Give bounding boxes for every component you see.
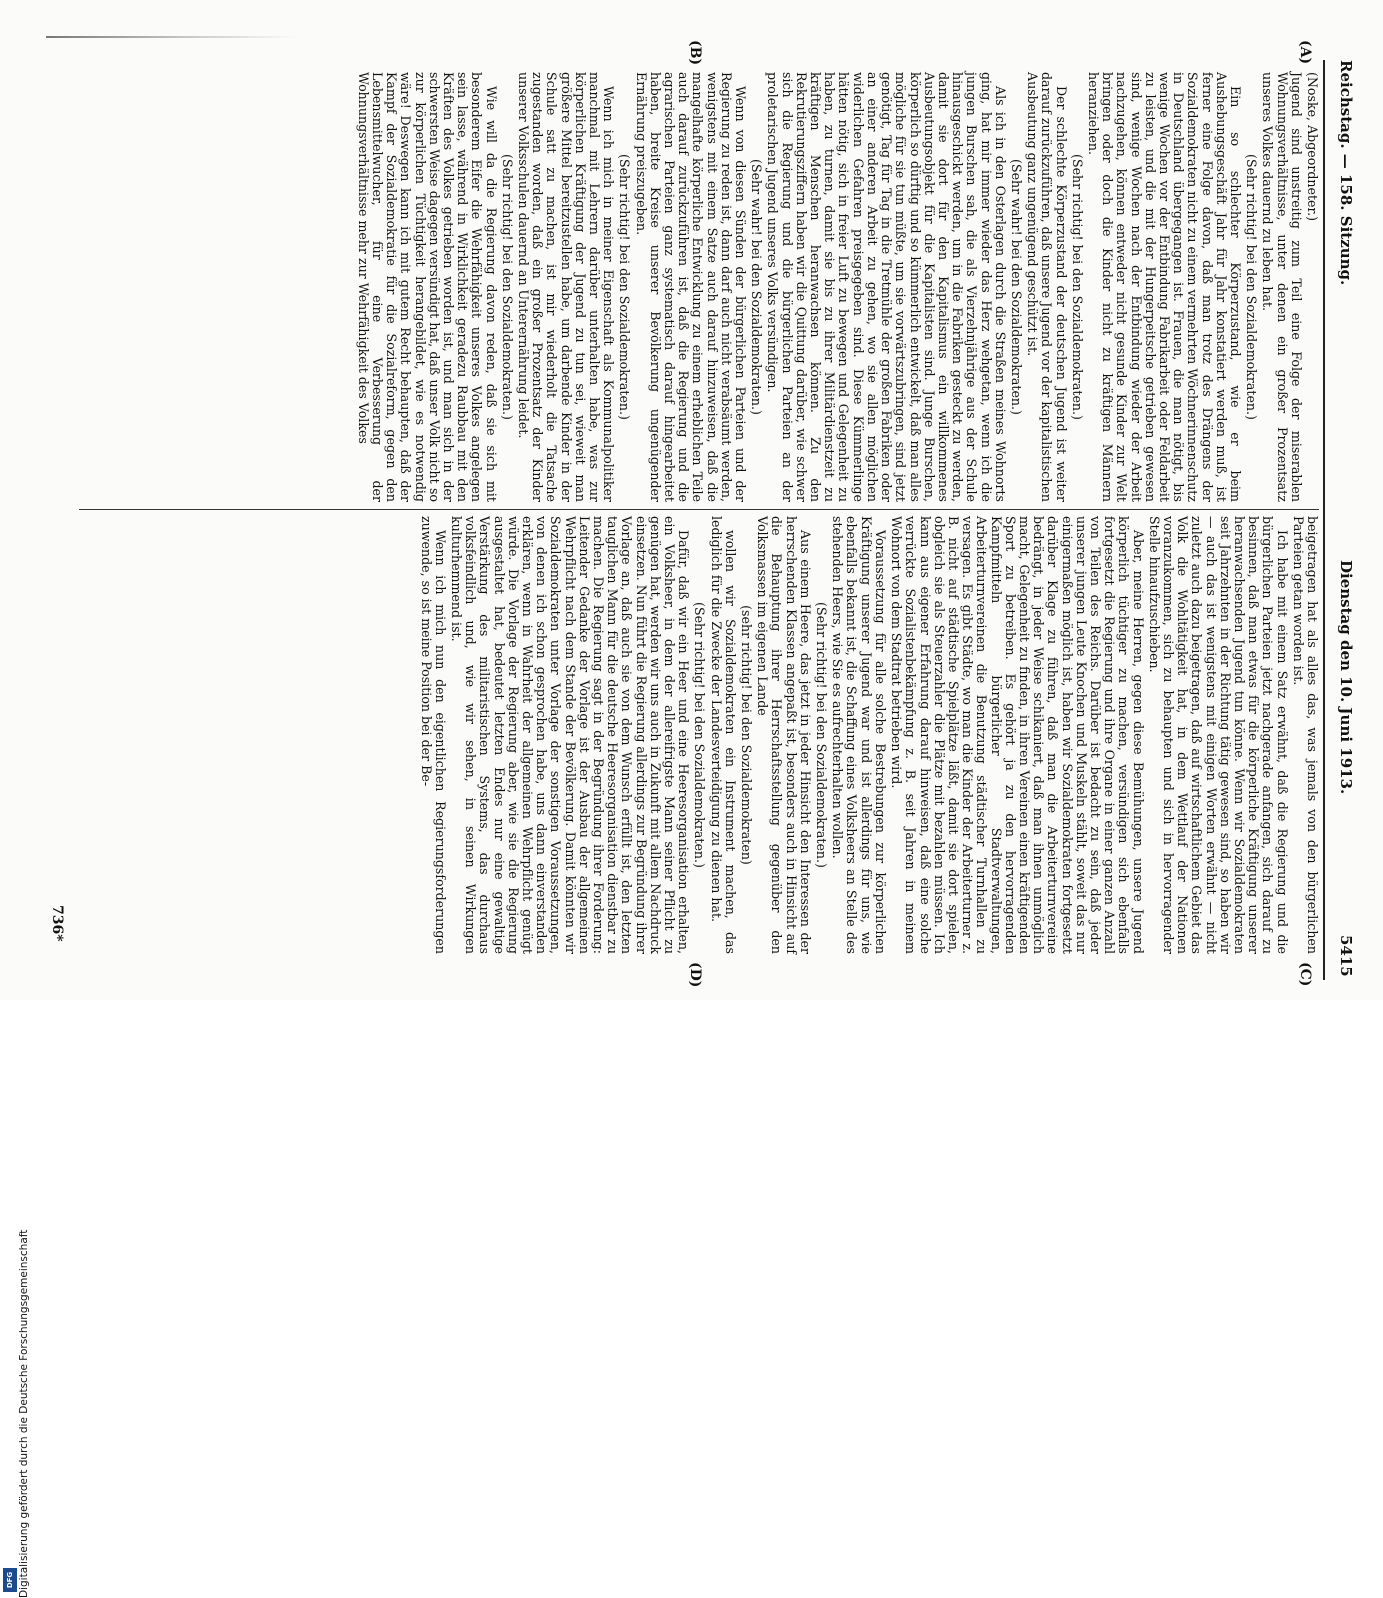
paragraph: Voraussetzung für alle solche Bestrebungen zur körperlichen Kräftigung unserer Jugend war und ist allerdings für uns, wie ebenfalls bekannt ist, die Schaffung eines Volksheers an Stelle des stehenden Heers, wie Sie es aufrechterhalten wollen. xyxy=(830,516,888,954)
paragraph: Ein so schlechter Körperzustand, wie er beim Aushebungsgeschäft Jahr für Jahr konstatiert werden muß, ist ferner eine Folge davon, daß man trotz des Drängens der Sozialdemokraten nicht zu einem vermehrten Wöchnerinnenschutz in Deutschland übergegangen ist. Frauen, die man nötigt, bis wenige Wochen vor der Entbindung Fabrikarbeit oder Feldarbeit zu leisten, und die mit der Hungerpeitsche getrieben gewesen sind, wenige Wochen nach der Entbindung wieder der Arbeit nachzugehen, können entweder nicht gesunde Kinder zur Welt bringen oder doch die Kinder nicht zu kräftigen Männern heranziehen. xyxy=(1085,72,1243,502)
dfg-logo-icon: DFG xyxy=(3,1568,17,1592)
paragraph: beigetragen hat als alles das, was jemals von den bürgerlichen Parteien getan worden ist. xyxy=(1290,516,1320,954)
page-header xyxy=(1331,0,1355,1000)
paragraph: Aus einem Heere, das jetzt in jeder Hinsicht den Interessen der herrschenden Klassen angepaßt ist, besonders auch in Hinsicht auf die Behauptung ihrer Herrschaftsstellung gegenüber den Volksmassen im eigenen Lande xyxy=(755,516,813,954)
interjection: (Sehr richtig! bei den Sozialdemokraten.) xyxy=(814,602,830,868)
dfg-credit-text: Digitalisierung gefördert durch die Deutsche Forschungsgemeinschaft xyxy=(18,1229,30,1598)
margin-mark-d: (D) xyxy=(687,962,703,988)
paragraph: (Noske, Abgeordneter.) xyxy=(1305,72,1320,222)
paragraph: Wenn ich mich in meiner Eigenschaft als Kommunalpolitiker manchmal mit Lehrern darüber unterhalten habe, was zur körperlichen Kräftigung der Jugend zu tun sei, wieweit man größere Mittel bereitzustellen habe, um darbende Kinder in der Schule satt zu machen, ist mir wiederholt die Tatsache zugestanden worden, daß ein großer Prozentsatz der Kinder unserer Volksschulen dauernd an Unterernährung leidet. xyxy=(516,72,617,502)
paragraph: Ich habe mit einem Satz erwähnt, daß die Regierung und die bürgerlichen Parteien jetzt nachgerade anfangen, sich darauf zu besinnen, daß man etwas für die körperliche Kräftigung unserer heranwachsenden Jugend tun könne. Wenn wir Sozialdemokraten seit Jahrzehnten in der Richtung tätig gewesen sind, so haben wir — auch das ist wenigstens mit einigen Worten erwähnt — nicht zuletzt auch dazu beigetragen, daß auf wirtschaftlichem Gebiet das Volk die Wohltätigkeit hat, in dem Wettlauf der Nationen voranzukommen, sich zu behaupten und sich in hervorragender Stelle hinaufzuschieben. xyxy=(1146,516,1290,954)
margin-mark-b: (B) xyxy=(687,40,703,66)
paragraph: Dafür, daß wir ein Heer und eine Heeresorganisation erhalten, ein Volksheer, in dem der allereifrigste Mann seiner Pflicht zu genügen hat, werden wir uns auch in Zukunft mit allem Nachdruck einsetzen. Nun führt die Regierung allerdings zur Begründung ihrer Vorlage an, daß auch sie von dem Wunsch erfüllt ist, den letzten tauglichen Mann für die deutsche Heeresorganisation dienstbar zu machen. Die Regierung sagt in der Begründung ihrer Forderung: Leitender Gedanke der Vorlage ist der Ausbau der allgemeinen Wehrpflicht nach dem Stande der Bevölkerung. Damit könnten wir Sozialdemokraten unter Vorlage der sonstigen Voraussetzungen, von denen ich schon gesprochen habe, uns dann einverstanden erklären, wenn in Wahrheit der allgemeinen Wehrpflicht genügt würde. Die Vorlage der Regierung aber, wie sie die Regierung ausgestaltet hat, bedeutet letzten Endes nur eine gewaltige Verstärkung des militaristischen Systems, das durchaus volksfeindlich und, wie wir sehen, in seinen Wirkungen kulturhemmend ist. xyxy=(449,516,692,954)
header-rule xyxy=(1323,60,1325,980)
interjection: (Sehr wahr! bei den Sozialdemokraten.) xyxy=(1008,159,1024,415)
interjection: (Sehr richtig! bei den Sozialdemokraten.) xyxy=(692,602,708,868)
margin-mark-c: (C) xyxy=(1297,962,1313,987)
interjection: (Sehr richtig! bei den Sozialdemokraten.) xyxy=(1244,154,1260,420)
interjection: (Sehr wahr! bei den Sozialdemokraten.) xyxy=(749,159,765,415)
header-left: Reichstag. — 158. Sitzung. xyxy=(1337,60,1355,286)
interjection: (sehr richtig! bei den Sozialdemokraten) xyxy=(739,605,755,865)
margin-mark-a: (A) xyxy=(1297,40,1313,65)
column-separator xyxy=(79,509,1319,510)
interjection: (Sehr richtig! bei den Sozialdemokraten.) xyxy=(499,154,515,420)
right-column xyxy=(416,516,1319,954)
header-right: Dienstag den 10. Juni 1913. xyxy=(1337,560,1355,795)
signature-mark: 736* xyxy=(49,905,65,942)
paragraph: Wie will da die Regierung davon reden, daß sie sich mit besonderem Eifer die Wehrfähigkeit unseres Volkes angelegen sein lasse, während in Wirklichkeit geradezu Raubbau mit den Kräften des Volkes getrieben worden ist, und man sich in der schwersten Weise dagegen versündigt hat, daß unser Volk nicht so zur körperlichen Tüchtigkeit herangebildet, wie es notwendig wäre! Deswegen kann ich mit gutem Recht behaupten, daß der Kampf der Sozialdemokratie für die Sozialreform, gegen den Lebensmittelwucher, für eine Verbesserung der Wohnungsverhältnisse mehr zur Wehrfähigkeit des Volkes xyxy=(355,72,499,502)
sidebar-credit xyxy=(0,600,30,1598)
paragraph: Als ich in den Osterlagen durch die Straßen meines Wohnorts ging, hat mir immer wieder das Herz wehgetan, wenn ich die jungen Burschen sah, die als Vierzehnjährige aus der Schule hinausgeschickt werden, um in die Fabriken gesteckt zu werden, damit sie dort für den Kapitalismus ein willkommenes Ausbeutungsobjekt für die Kapitalisten sind. Junge Burschen, körperlich so dürftig und so kümmerlich entwickelt, daß man alles mögliche für sie tun müßte, um sie vorwärtszubringen, sind jetzt genötigt, Tag für Tag in die Tretmühle der großen Fabriken oder an einer anderen Arbeit zu gehen, wo sie allen möglichen widerlichen Gefahren preisgegeben sind. Diese Kümmerlinge hätten nötig, sich in freier Luft zu bewegen und Gelegenheit zu haben, zu turnen, damit sie bis zu ihrer Militärdienstzeit zu kräftigen Menschen heranwachsen können. Zu den Rekrutierungsziffern haben wir die Quittung darüber, wie schwer sich die Regierung und die bürgerlichen Parteien an der proletarischen Jugend unseres Volks versündigen. xyxy=(765,72,1008,502)
interjection: (Sehr richtig! bei den Sozialdemokraten.) xyxy=(617,154,633,420)
paragraph: Der schlechte Körperzustand der deutschen Jugend ist weiter darauf zurückzuführen, daß unsere Jugend vor der kapitalistischen Ausbeutung ganz ungenügend geschützt ist. xyxy=(1025,72,1069,502)
paragraph: Wenn von diesen Sünden der bürgerlichen Parteien und der Regierung zu reden ist, dann darf auch nicht verabsäumt werden, wenigstens mit einem Satze auch darauf hinzuweisen, daß die mangelhafte körperliche Entwicklung zu einem erheblichen Teile auch darauf zurückzuführen ist, daß die Regierung und die agrarischen Parteien ganz systematisch darauf hingearbeitet haben, breite Kreise unserer Bevölkerung ungenügender Ernährung preiszugeben. xyxy=(633,72,749,502)
page-number: 5415 xyxy=(1337,935,1355,977)
left-column xyxy=(354,72,1319,502)
paragraph: wollen wir Sozialdemokraten ein Instrument machen, das lediglich für die Zwecke der Landesverteidigung zu dienen hat. xyxy=(708,516,738,954)
interjection: (Sehr richtig! bei den Sozialdemokraten.) xyxy=(1069,154,1085,420)
paragraph: Jugend sind unstreitig zum Teil eine Folge der miserablen Wohnungsverhältnisse, unter denen ein großer Prozentsatz unseres Volkes dauernd zu leben hat. xyxy=(1260,72,1304,502)
paragraph: Aber, meine Herren, gegen diese Bemühungen, unsere Jugend körperlich tüchtiger zu machen, versündigen sich ebenfalls fortgesetzt die Regierung und ihre Organe in einer ganzen Anzahl von Teilen des Reichs. Darüber ist bedacht zu sein, daß jeder unserer jungen Leute Knochen und Muskeln stählt, soweit das nur einigermaßen möglich ist, haben wir Sozialdemokraten fortgesetzt darüber Klage zu führen, daß man die Arbeiterturnvereine bedrängt, in jeder Weise schikaniert, daß man ihnen unmöglich macht, Gelegenheit zu finden, in ihren Vereinen einen kräftigenden Sport zu betreiben. Es gehört ja zu den hervorragenden Kampfmitteln bürgerlicher Stadtverwaltungen, Arbeiterturnvereinen die Benutzung städtischer Turnhallen zu versagen. Es gibt Städte, wo man die Kinder der Arbeiterturner z. B. nicht auf städtische Spielplätze läßt, damit sie dort spielen, obgleich sie als Steuerzahler die Plätze mit bezahlen müssen. Ich kann aus eigener Erfahrung darauf hinweisen, daß eine solche verrückte Sozialistenbekämpfung z. B. seit Jahren in meinem Wohnort von dem Stadtrat betrieben wird. xyxy=(889,516,1146,954)
paragraph: Wenn ich mich nun den eigentlichen Regierungsforderungen zuwende, so ist meine Position bei der Be- xyxy=(418,516,448,954)
